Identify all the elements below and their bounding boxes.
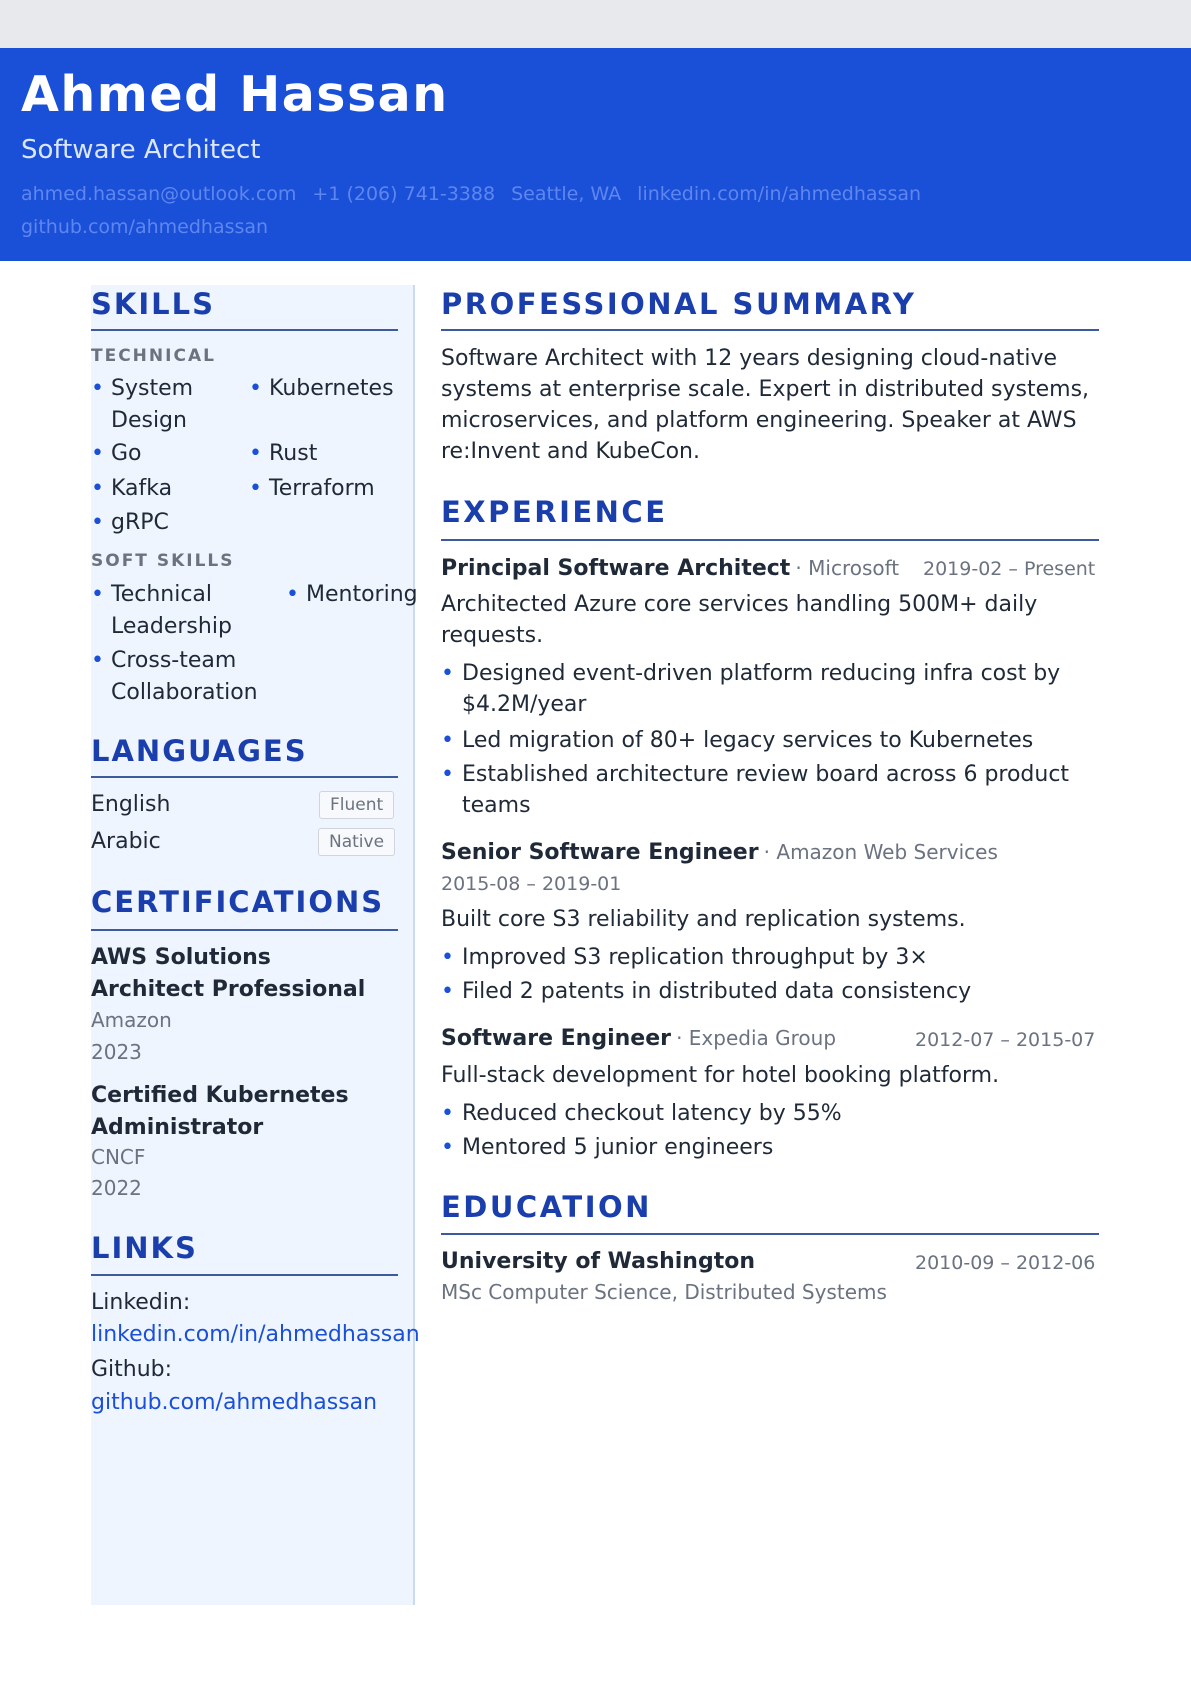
link-label: Github:	[91, 1357, 173, 1382]
education-degree: MSc Computer Science, Distributed Systems	[441, 1280, 887, 1304]
summary-heading: PROFESSIONAL SUMMARY	[441, 287, 917, 321]
contact-info	[21, 178, 1121, 244]
language-name: English	[91, 792, 171, 817]
job-title: Principal Software Architect	[441, 556, 791, 581]
summary-rule	[441, 329, 1099, 331]
skills-rule	[91, 329, 398, 331]
technical-heading: TECHNICAL	[91, 346, 216, 366]
certifications-heading: CERTIFICATIONS	[91, 885, 385, 919]
skill-item: • Terraform	[249, 476, 375, 501]
links-rule	[91, 1274, 398, 1276]
certification-year: 2022	[91, 1176, 142, 1200]
job-title: Software Engineer	[441, 1026, 671, 1051]
link-label: Linkedin:	[91, 1290, 191, 1315]
language-name: Arabic	[91, 829, 161, 854]
job-bullet: • Reduced checkout latency by 55%	[441, 1101, 842, 1126]
candidate-name: Ahmed Hassan	[21, 66, 449, 123]
resume-header	[0, 48, 1191, 261]
job-header	[441, 840, 1101, 865]
job-company: · Expedia Group	[676, 1026, 837, 1050]
skill-item: • gRPC	[91, 510, 169, 535]
job-header	[441, 1026, 901, 1051]
education-heading: EDUCATION	[441, 1190, 652, 1224]
job-description: Architected Azure core services handling 500M+ daily requests.	[441, 592, 1038, 648]
job-dates: 2012-07 – 2015-07	[915, 1029, 1096, 1051]
job-bullet: • Improved S3 replication throughput by 3×	[441, 945, 928, 970]
certification-name: Certified Kubernetes Administrator	[91, 1083, 349, 1140]
job-description: Full-stack development for hotel booking platform.	[441, 1063, 1000, 1088]
soft-skill-item: • Cross-team Collaboration	[91, 648, 258, 705]
certification-issuer: Amazon	[91, 1008, 172, 1032]
job-title: Senior Software Engineer	[441, 840, 759, 865]
job-bullet: • Established architecture review board across 6 product teams	[441, 762, 1070, 818]
language-level-badge: Native	[318, 828, 395, 856]
job-bullet: • Filed 2 patents in distributed data consistency	[441, 979, 972, 1004]
contact-location: Seattle, WA	[511, 183, 622, 205]
education-dates: 2010-09 – 2012-06	[915, 1252, 1096, 1274]
contact-email[interactable]: ahmed.hassan@outlook.com	[21, 183, 297, 205]
skill-item: • System Design	[91, 376, 194, 433]
experience-rule	[441, 539, 1099, 541]
job-description: Built core S3 reliability and replication systems.	[441, 907, 966, 932]
job-company: · Amazon Web Services	[763, 840, 998, 864]
skill-item: • Rust	[249, 441, 318, 466]
skills-heading: SKILLS	[91, 287, 215, 321]
experience-heading: EXPERIENCE	[441, 495, 668, 529]
contact-github[interactable]: github.com/ahmedhassan	[21, 216, 269, 238]
summary-text: Software Architect with 12 years designing cloud-native systems at enterprise scale. Expert in distributed systems, microservices, and platform engineering. Speaker at AWS re:Invent and KubeCon.	[441, 346, 1090, 464]
job-dates: 2019-02 – Present	[923, 558, 1096, 580]
skill-item: • Kafka	[91, 476, 173, 501]
job-bullet: • Led migration of 80+ legacy services to Kubernetes	[441, 728, 1034, 753]
contact-linkedin[interactable]: linkedin.com/in/ahmedhassan	[637, 183, 922, 205]
soft-skill-item: • Technical Leadership	[91, 582, 232, 639]
skill-item: • Kubernetes	[249, 376, 394, 401]
certifications-rule	[91, 929, 398, 931]
education-rule	[441, 1233, 1099, 1235]
job-bullet: • Mentored 5 junior engineers	[441, 1135, 774, 1160]
job-dates: 2015-08 – 2019-01	[441, 873, 622, 895]
certification-issuer: CNCF	[91, 1145, 146, 1169]
languages-heading: LANGUAGES	[91, 734, 308, 768]
certification-name: AWS Solutions Architect Professional	[91, 945, 366, 1002]
links-heading: LINKS	[91, 1231, 198, 1265]
candidate-title: Software Architect	[21, 135, 261, 165]
education-school: University of Washington	[441, 1249, 756, 1274]
linkedin-link[interactable]: linkedin.com/in/ahmedhassan	[91, 1322, 420, 1347]
language-level-badge: Fluent	[319, 791, 394, 819]
soft-skills-heading: SOFT SKILLS	[91, 551, 235, 571]
skill-item: • Go	[91, 441, 142, 466]
job-company: · Microsoft	[795, 556, 900, 580]
soft-skill-item: • Mentoring	[286, 582, 418, 607]
job-bullet: • Designed event-driven platform reducing infra cost by $4.2M/year	[441, 661, 1061, 717]
languages-rule	[91, 776, 398, 778]
github-link[interactable]: github.com/ahmedhassan	[91, 1390, 378, 1415]
contact-phone[interactable]: +1 (206) 741-3388	[312, 183, 496, 205]
top-bar	[0, 0, 1191, 48]
certification-year: 2023	[91, 1040, 142, 1064]
